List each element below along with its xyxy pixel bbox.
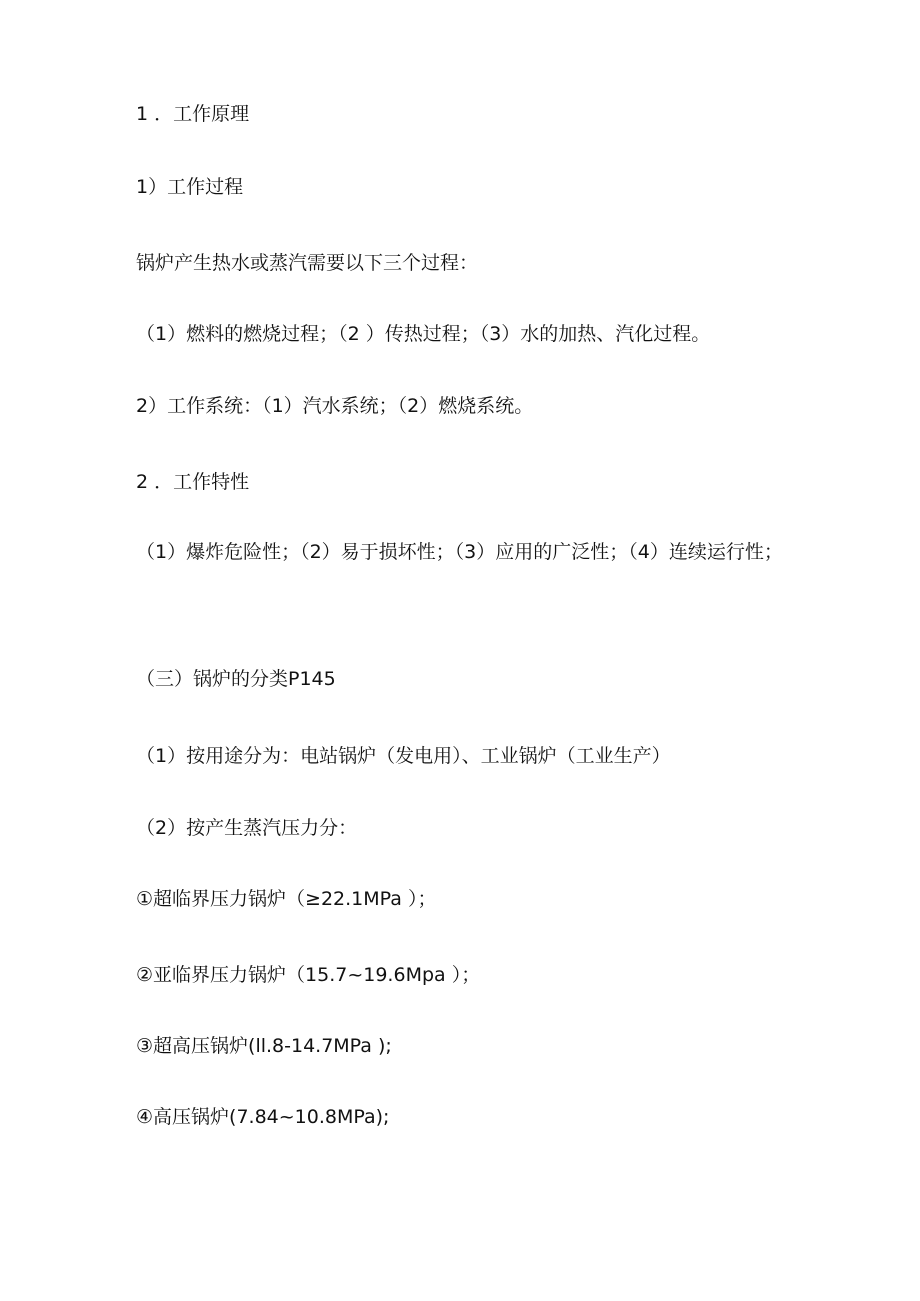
paragraph-characteristics-list: （1）爆炸危险性；（2）易于损坏性；（3）应用的广泛性；（4）连续运行性； [136, 541, 783, 563]
list-item-supercritical-boiler: ①超临界压力锅炉（≥22.1MPa ）； [136, 888, 437, 910]
paragraph-three-processes: 锅炉产生热水或蒸汽需要以下三个过程： [136, 252, 479, 274]
paragraph-classification-by-use: （1）按用途分为：电站锅炉（发电用）、工业锅炉（工业生产） [136, 745, 671, 767]
paragraph-working-systems: 2）工作系统：（1）汽水系统；（2）燃烧系统。 [136, 395, 534, 417]
section-heading-working-characteristics: 2 ．工作特性 [136, 471, 250, 493]
section-heading-boiler-classification: （三）锅炉的分类P145 [136, 668, 336, 690]
paragraph-classification-by-pressure: （2）按产生蒸汽压力分： [136, 817, 358, 839]
subheading-working-process: 1）工作过程 [136, 176, 244, 198]
list-item-ultra-high-pressure-boiler: ③超高压锅炉(ll.8-14.7MPa ); [136, 1035, 392, 1057]
section-heading-working-principle: 1 ．工作原理 [136, 103, 250, 125]
list-item-subcritical-boiler: ②亚临界压力锅炉（15.7~19.6Mpa ）； [136, 964, 481, 986]
paragraph-process-list: （1）燃料的燃烧过程；（2 ）传热过程；（3）水的加热、汽化过程。 [136, 323, 711, 345]
list-item-high-pressure-boiler: ④高压锅炉(7.84~10.8MPa); [136, 1106, 390, 1128]
